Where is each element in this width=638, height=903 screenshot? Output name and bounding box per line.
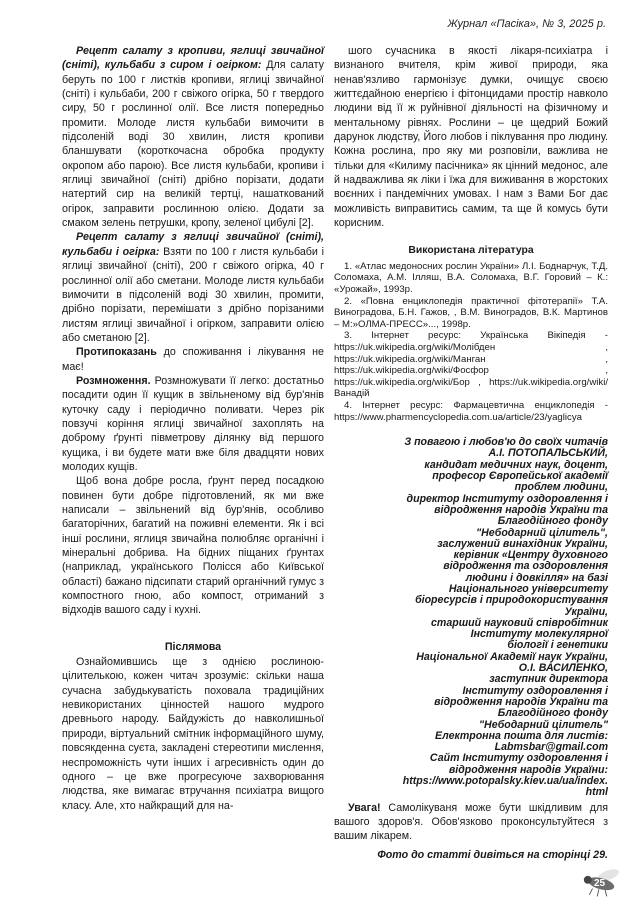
right-column bbox=[334, 44, 608, 862]
references-list bbox=[334, 261, 608, 423]
page-number-badge bbox=[580, 868, 624, 898]
signature-line: кандидат медичних наук, доцент, bbox=[424, 458, 608, 471]
contraindications-paragraph bbox=[62, 345, 324, 374]
signature-line: Електронна пошта для листів: bbox=[435, 729, 608, 742]
signature-line: Інституту оздоровлення і bbox=[462, 684, 608, 697]
signature-line: відродження та оздоровлення bbox=[443, 560, 608, 573]
signature-line: керівник «Центру духовного bbox=[453, 549, 608, 562]
signature-line: біології і генетики bbox=[507, 639, 608, 652]
afterword-paragraph: Ознайомившись ще з однією рослиною-цілителькою, кожен читач зрозуміє: скільки наша сучасна забудькуватість поховала традиційних невикористаних цінностей нашого мудрого древнього народу. Байдужість до навколишньої природи, віртуальний смітник інформаційного шуму, повсякденна суєта, закладені стереотипи мислення, неспроможність чути інших і агресивність один до одного – це вже прогресуюче захворювання людства, яке вимагає втручання психіатра вищого класу. Але, хто найкращий для на- bbox=[62, 656, 324, 812]
recipe-1-paragraph bbox=[62, 44, 324, 230]
left-column bbox=[62, 44, 324, 813]
afterword-heading: Післямова bbox=[164, 640, 222, 653]
signature-line: З повагою і любов'ю до своїх читачів bbox=[404, 436, 608, 449]
continuation-paragraph: шого сучасника в якості лікаря-психіатра і визнаного вчителя, крім живої природи, яка ненав'язливо гармонізує думки, очищує своєю життєдайною енергією і фітонцидами простір навколо людини від її ж руйнівної діяльності на фізичному и ментальному рівнях. Рослини – це щедрий Божий дарунок людству, Його любов і піклування про людину. Кожна рослина, про яку ми розповіли, важлива не тільки для «Килиму пасічника» як цінний медонос, але й надважлива як ліки і їжа для виживання в жорстоких воєнних і пандемічних умовах. І нам з Вами Бог дає можливість виправитись самим, та ще й комусь бути корисним. bbox=[334, 45, 608, 230]
signature-line: заслужений винахідник України, bbox=[437, 537, 608, 550]
references-heading: Використана література bbox=[408, 245, 534, 257]
signature-line: старший науковий співробітник bbox=[431, 616, 608, 629]
signature-line: відродження народів України та bbox=[434, 503, 608, 516]
recipe-2-paragraph bbox=[62, 230, 324, 345]
recipe-2-text: Взяти по 100 г листя кульбаби і яглиці звичайної (сніті), 200 г свіжого огірка, 40 г рослинної олії або сметани. Молоде листя кульбаби вимочити в підсоленій воді 30 хвилин, промити, дрібно порізати, перемішати з дрібно порізаними листям яглиці звичайної і огірком, заправити олією або сметаною [2]. bbox=[62, 245, 324, 344]
signature-line: https://www.potopalsky.kiev.ua/ua/index. bbox=[402, 775, 608, 788]
signature-line: директор Інституту оздоровлення і bbox=[406, 492, 608, 505]
signature-line: проблем людини, bbox=[514, 481, 608, 494]
page-number: 25 bbox=[594, 878, 606, 889]
signature-line: відродження народів України та bbox=[434, 695, 608, 708]
signature-line: Національного університету bbox=[448, 582, 608, 595]
signature-line: Labmsbar@gmail.com bbox=[494, 741, 608, 754]
signature-line: О.І. ВАСИЛЕНКО, bbox=[518, 662, 608, 675]
signature-line: html bbox=[585, 786, 608, 799]
reference-item: 3. Інтернет ресурс: Українська Вікіпедія - https://uk.wikipedia.org/wiki/Молібден , https://uk.wikipedia.org/wiki/Манган , https://uk.wikipedia.org/wiki/Фосфор , https://uk.wikipedia.org/wiki/Бор , https://uk.wikipedia.org/wiki/Ванадій bbox=[334, 330, 608, 400]
recipe-2-title: Рецепт салату з яглиці звичайної (сніті), кульбаби і огірка: bbox=[62, 231, 324, 258]
photo-note: Фото до статті дивіться на сторінці 29. bbox=[377, 848, 608, 861]
signature-line: заступник директора bbox=[489, 673, 608, 686]
author-signature bbox=[334, 437, 608, 799]
recipe-1-title: Рецепт салату з кропиви, яглиці звичайної (сніті), кульбаби з сиром і огірком: bbox=[62, 45, 324, 72]
signature-line: відродження народів України: bbox=[448, 763, 608, 776]
reproduction-text: Розмножувати її легко: достатньо посадити один її кущик в звільненому від бур'янів куточку саду і періодично поливати. Через рік повзучі коріння яглиці звичайної захоплять на доброму ґрунті півметрову ділянку від першого кущика, і ви будете мати вже біля двадцяти нових молодих кущів. bbox=[62, 374, 324, 473]
signature-line: професор Європейської академії bbox=[432, 470, 608, 483]
recipe-1-text: Для салату беруть по 100 г листків кропиви, яглиці звичайної (сніті) і кульбаби, 200 г свіжого огірка, 50 г твердого сиру, 50 г рослинної олії. Все листя попередньо промити. Молоде листя кульбаби вимочити в підсоленій воді 30 хвилин, листя кропиви бланшувати (короткочасна обробка продукту окропом або парою). Все листя кульбаби, кропиви і яглиці звичайної (сніті) дрібно порізати, додати натертий сир на великій тертці, нашаткований огірок, заправити рослинною олією. Додати за смаком зелень петрушки, кропу, зеленої цибулі [2]. bbox=[62, 59, 324, 230]
reference-item: 4. Інтернет ресурс: Фармацевтична енциклопедія - https://www.pharmencyclopedia.com.ua/article/23/yaglicya bbox=[334, 399, 608, 423]
warning-text: Самолікуваня може бути шкідливим для вашого здоров'я. Обов'язково проконсультуйтеся з вашим лікарем. bbox=[334, 801, 608, 843]
contraindications-title: Протипоказань bbox=[76, 346, 157, 359]
reproduction-paragraph bbox=[62, 374, 324, 474]
signature-line: біоресурсів і природокористування bbox=[415, 594, 608, 607]
signature-line: Благодійного фонду bbox=[497, 707, 608, 720]
signature-line: Національної Академії наук України, bbox=[416, 650, 608, 663]
signature-line: "Небодарний цілитель" bbox=[479, 718, 608, 731]
warning-label: Увага! bbox=[348, 801, 381, 814]
signature-line: України, bbox=[564, 605, 608, 618]
signature-line: Сайт Інституту оздоровлення і bbox=[429, 752, 608, 765]
signature-line: "Небодарний цілитель", bbox=[476, 526, 608, 539]
signature-line: людини і довкілля» на базі bbox=[465, 571, 608, 584]
signature-line: А.І. ПОТОПАЛЬСЬКИЙ, bbox=[488, 447, 608, 460]
reference-item: 1. «Атлас медоносних рослин України» Л.І. Боднарчук, Т.Д. Соломаха, А.М. Ілляш, В.А. Соломаха, В.Г. Горовий – К.: «Урожай», 1993р. bbox=[334, 260, 608, 295]
warning-paragraph bbox=[334, 801, 608, 844]
growth-paragraph: Щоб вона добре росла, ґрунт перед посадкою повинен бути добре підготовлений, як ми вже написали – звільнений від бур'янів, особливо багаторічних, багатий на поживні елементи. Як і всі інші рослини, яглиця звичайна полюбляє органічні і мінеральні добрива. На бідних піщаних ґрунтах (наприклад, українського Полісся або Київської області) бажано підсипати старий органічний гумус з компостного гною, або компост, отриманий з відходів вашого саду і кухні. bbox=[62, 475, 324, 617]
signature-line: Інституту молекулярної bbox=[470, 628, 608, 641]
reference-item: 2. «Повна енциклопедія практичної фітотерапії» Т.А. Виноградова, Б.Н. Гажов, , В.М. Виноградов, В.К. Мартинов – М:»ОЛМА-ПРЕСС»..., 1998р. bbox=[334, 295, 608, 330]
signature-line: Благодійного фонду bbox=[497, 515, 608, 528]
contraindications-text: до споживання і лікування не має! bbox=[62, 346, 324, 373]
reproduction-title: Розмноження. bbox=[76, 374, 151, 387]
journal-header: Журнал «Пасіка», № 3, 2025 р. bbox=[447, 18, 606, 30]
